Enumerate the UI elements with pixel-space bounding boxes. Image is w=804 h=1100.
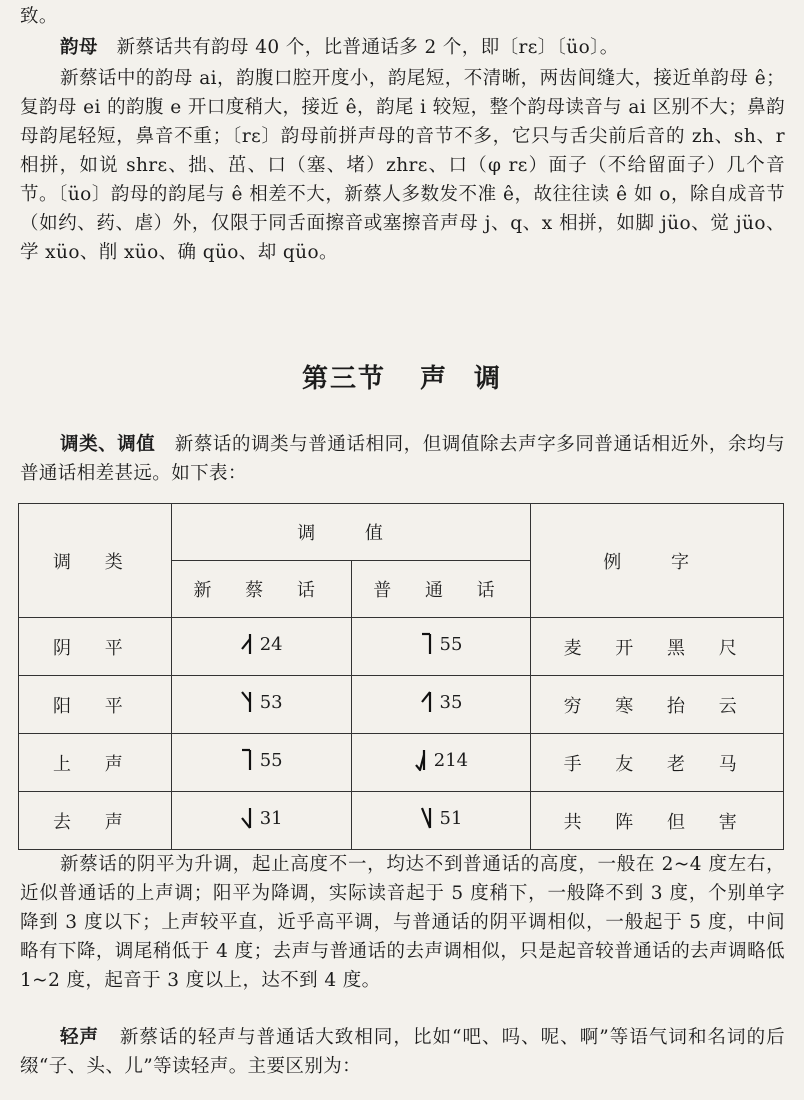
neutral-tone-label: 轻声: [60, 1027, 100, 1048]
putonghua-value: 55: [439, 633, 463, 655]
neutral-tone-text: 新蔡话的轻声与普通话大致相同，比如“吧、吗、呢、啊”等语气词和名词的后缀“子、头、儿”等读轻声。主要区别为：: [20, 1027, 786, 1077]
section-title: [0, 358, 804, 395]
xincai-value-cell: [171, 676, 351, 734]
tone-table: [18, 503, 784, 850]
xincai-value: 24: [259, 633, 283, 655]
table-row: [19, 618, 784, 676]
header-putonghua: 普 通 话: [351, 561, 531, 618]
header-tone-category: 调 类: [19, 504, 172, 618]
finals-body-paragraph: 新蔡话中的韵母 ai，韵腹口腔开度小，韵尾短，不清晰，两齿间缝大，接近单韵母 ê；复韵母 ei 的韵腹 e 开口度稍大，接近 ê，韵尾 i 较短，整个韵母读音与 ai 区别不大；鼻韵母韵尾轻短，鼻音不重；〔rɛ〕韵母前拼声母的音节不多，它只与舌尖前后音的 zh、sh、r 相拼，如说 shrɛ、拙、茁、口（塞、堵）zhrɛ、口（φ rɛ）面子（不给留面子）几个音节。〔üo〕韵母的韵尾与 ê 相差不大，新蔡人多数发不准 ê，故往往读 ê 如 o，除自成音节（如约、药、虐）外，仅限于同舌面擦音或塞擦音声母 j、q、x 相拼，如脚 jüo、觉 jüo、学 xüo、削 xüo、确 qüo、却 qüo。: [20, 68, 785, 263]
tone-letter-icon: [420, 632, 432, 656]
finals-intro-paragraph: [20, 33, 785, 62]
row-category: 去 声: [19, 792, 172, 850]
tones-intro-label: 调类、调值: [60, 434, 156, 455]
header-tone-value: 调 值: [171, 504, 531, 561]
putonghua-value-cell: [351, 734, 531, 792]
row-category: 阳 平: [19, 676, 172, 734]
tones-description-paragraph: 新蔡话的阴平为升调，起止高度不一，均达不到普通话的高度，一般在 2~4 度左右，近似普通话的上声调；阳平为降调，实际读音起于 5 度稍下，一般降不到 3 度，个别单字降到 3 度以下；上声较平直，近乎高平调，与普通话的阴平调相似，一般起于 5 度，中间略有下降，调尾稍低于 4 度；去声与普通话的去声调相似，只是起音较普通话的去声调略低 1~2 度，起音于 3 度以上，达不到 4 度。: [20, 854, 785, 991]
section-title-part3: 调: [474, 364, 503, 394]
finals-intro-text: 新蔡话共有韵母 40 个，比普通话多 2 个，即〔rɛ〕〔üo〕。: [116, 37, 619, 58]
section-title-part2: 声: [419, 364, 448, 394]
tones-intro-text: 新蔡话的调类与普通话相同，但调值除去声字多同普通话相近外，余均与普通话相差甚远。如下表：: [20, 434, 785, 484]
table-row: [19, 734, 784, 792]
xincai-value: 55: [259, 749, 283, 771]
header-xincai: 新 蔡 话: [171, 561, 351, 618]
section-title-part1: 第三节: [301, 364, 386, 394]
putonghua-value-cell: [351, 676, 531, 734]
putonghua-value: 214: [433, 749, 469, 771]
xincai-value-cell: [171, 792, 351, 850]
putonghua-value: 51: [439, 807, 463, 829]
tone-letter-icon: [240, 690, 252, 714]
xincai-value: 53: [259, 691, 283, 713]
xincai-value: 31: [259, 807, 283, 829]
header-examples: 例 字: [531, 504, 784, 618]
tones-intro-paragraph: [20, 430, 785, 488]
examples-cell: 手 友 老 马: [531, 734, 784, 792]
row-category: 阴 平: [19, 618, 172, 676]
finals-label: 韵母: [60, 37, 98, 58]
examples-cell: 穷 寒 抬 云: [531, 676, 784, 734]
tone-letter-icon: [240, 806, 252, 830]
tone-letter-icon: [240, 748, 252, 772]
table-row: [19, 792, 784, 850]
putonghua-value-cell: [351, 618, 531, 676]
putonghua-value-cell: [351, 792, 531, 850]
examples-cell: 麦 开 黑 尺: [531, 618, 784, 676]
tone-letter-icon: [414, 748, 426, 772]
row-category: 上 声: [19, 734, 172, 792]
tone-letter-icon: [240, 632, 252, 656]
putonghua-value: 35: [439, 691, 463, 713]
top-line: 致。: [20, 6, 58, 27]
table-row: [19, 676, 784, 734]
neutral-tone-paragraph: [20, 1023, 785, 1081]
tone-letter-icon: [420, 690, 432, 714]
xincai-value-cell: [171, 734, 351, 792]
tone-letter-icon: [420, 806, 432, 830]
examples-cell: 共 阵 但 害: [531, 792, 784, 850]
xincai-value-cell: [171, 618, 351, 676]
